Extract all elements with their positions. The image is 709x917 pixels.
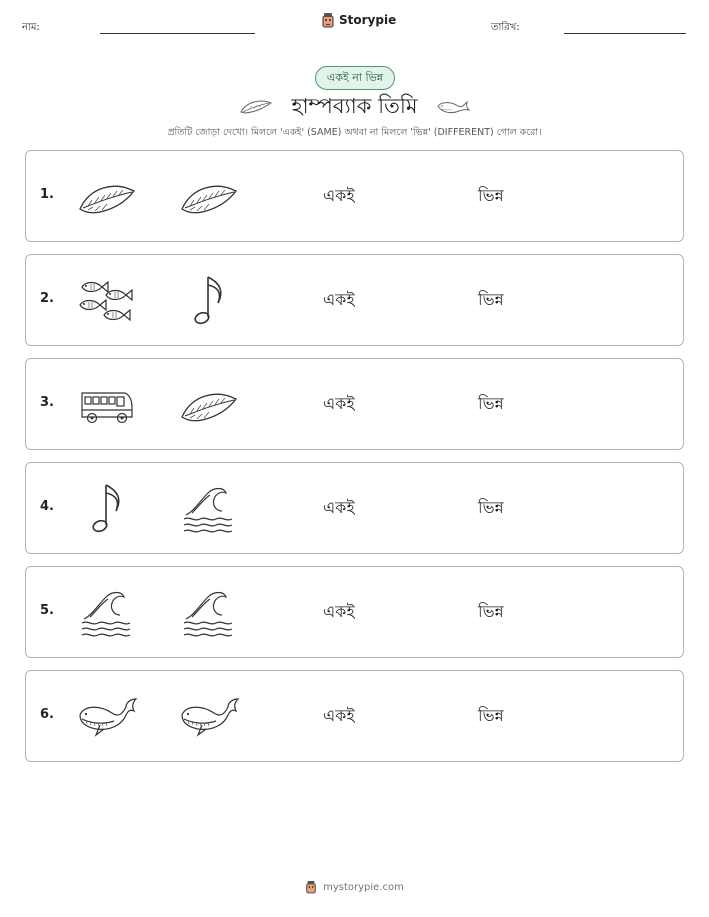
name-label: নাম: [22,22,40,33]
right-picture [178,585,240,641]
right-picture [178,481,240,537]
same-option[interactable]: একই [323,394,355,413]
feather-icon [178,377,240,433]
title-row [0,92,709,122]
bus-icon [76,377,138,433]
row-number: 5. [40,603,54,618]
whale-icon [178,689,240,745]
music-note-icon [178,273,240,329]
row-number: 1. [40,187,54,202]
feather-icon [76,169,138,225]
left-picture [76,377,138,433]
wave-icon [178,585,240,641]
worksheet-type-badge: একই না ভিন্ন [315,66,395,90]
different-option[interactable]: ভিন্ন [478,602,504,621]
row-number: 2. [40,291,54,306]
exercise-row [25,566,684,658]
right-picture [178,273,240,329]
right-picture [178,377,240,433]
whale-icon [436,97,470,117]
exercise-row [25,254,684,346]
exercise-row [25,358,684,450]
footer-url[interactable]: mystorypie.com [323,881,404,893]
exercise-row [25,150,684,242]
left-picture [76,689,138,745]
date-line[interactable] [564,33,686,34]
left-picture [76,481,138,537]
different-option[interactable]: ভিন্ন [478,394,504,413]
different-option[interactable]: ভিন্ন [478,186,504,205]
wave-icon [178,481,240,537]
footer [0,880,709,894]
different-option[interactable]: ভিন্ন [478,706,504,725]
row-number: 3. [40,395,54,410]
music-note-icon [76,481,138,537]
same-option[interactable]: একই [323,186,355,205]
left-picture [76,585,138,641]
instructions: প্রতিটি জোড়া দেখো। মিললে 'একই' (SAME) অথবা না মিললে 'ভিন্ন' (DIFFERENT) গোল করো। [167,127,542,138]
storypie-mascot-icon [305,880,317,894]
whale-icon [76,689,138,745]
exercise-row [25,670,684,762]
name-line[interactable] [100,33,255,34]
same-option[interactable]: একই [323,602,355,621]
date-label: তারিখ: [491,22,520,33]
fish-school-icon [76,273,138,329]
page-title: হাম্পব্যাক তিমি [291,93,418,118]
exercise-row [25,462,684,554]
right-picture [178,689,240,745]
same-option[interactable]: একই [323,706,355,725]
row-number: 6. [40,707,54,722]
brand-logo [321,12,396,28]
same-option[interactable]: একই [323,498,355,517]
brand-name: Storypie [339,13,397,27]
wave-icon [76,585,138,641]
storypie-mascot-icon [321,12,335,28]
different-option[interactable]: ভিন্ন [478,290,504,309]
row-number: 4. [40,499,54,514]
right-picture [178,169,240,225]
left-picture [76,273,138,329]
feather-icon [178,169,240,225]
same-option[interactable]: একই [323,290,355,309]
left-picture [76,169,138,225]
feather-icon [239,97,273,117]
different-option[interactable]: ভিন্ন [478,498,504,517]
